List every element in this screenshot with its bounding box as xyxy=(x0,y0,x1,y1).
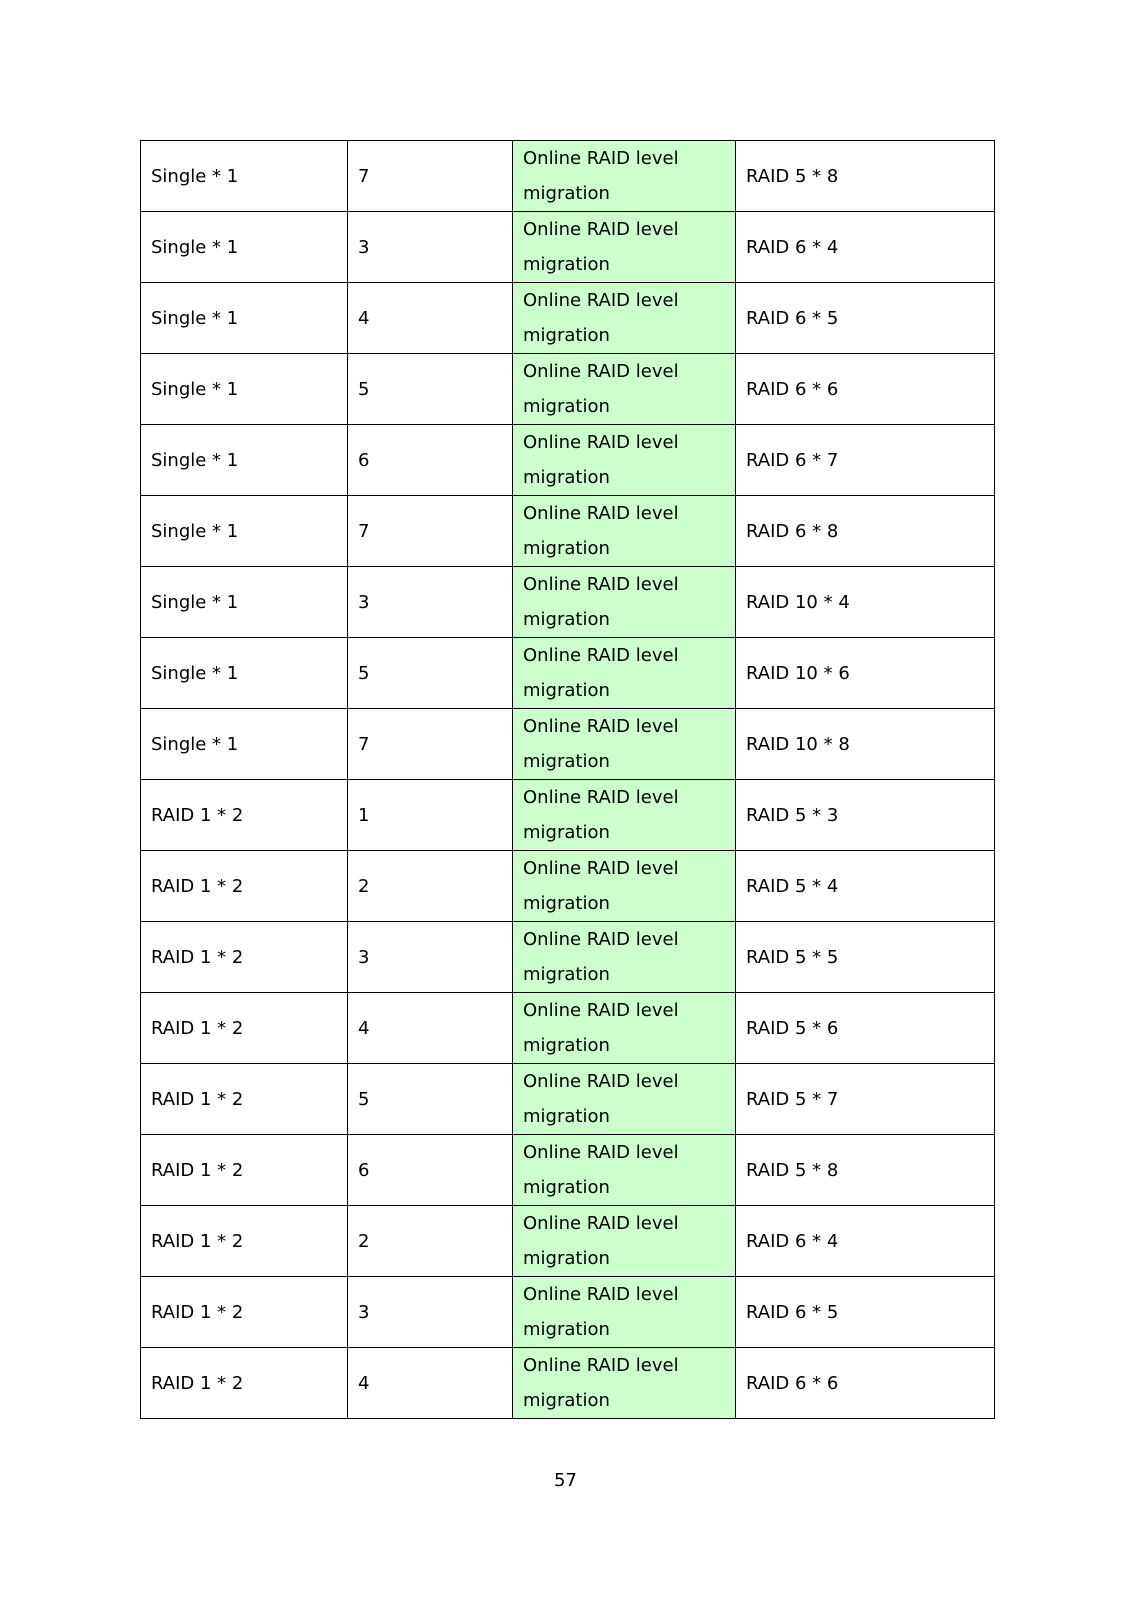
action-cell: Online RAID level migration xyxy=(513,1135,736,1206)
table-row xyxy=(141,1206,995,1277)
disks-added-cell: 6 xyxy=(348,1135,513,1206)
current-config-cell: RAID 1 * 2 xyxy=(141,922,348,993)
target-config-cell: RAID 6 * 4 xyxy=(736,1206,995,1277)
target-config-cell: RAID 5 * 5 xyxy=(736,922,995,993)
action-cell: Online RAID level migration xyxy=(513,851,736,922)
disks-added-cell: 5 xyxy=(348,1064,513,1135)
table-body xyxy=(141,141,995,1419)
target-config-cell: RAID 6 * 5 xyxy=(736,1277,995,1348)
disks-added-cell: 5 xyxy=(348,354,513,425)
disks-added-cell: 6 xyxy=(348,425,513,496)
current-config-cell: RAID 1 * 2 xyxy=(141,851,348,922)
current-config-cell: Single * 1 xyxy=(141,496,348,567)
target-config-cell: RAID 6 * 8 xyxy=(736,496,995,567)
current-config-cell: Single * 1 xyxy=(141,425,348,496)
action-cell: Online RAID level migration xyxy=(513,354,736,425)
disks-added-cell: 7 xyxy=(348,141,513,212)
target-config-cell: RAID 6 * 6 xyxy=(736,1348,995,1419)
target-config-cell: RAID 10 * 8 xyxy=(736,709,995,780)
target-config-cell: RAID 10 * 6 xyxy=(736,638,995,709)
current-config-cell: Single * 1 xyxy=(141,354,348,425)
current-config-cell: Single * 1 xyxy=(141,283,348,354)
disks-added-cell: 4 xyxy=(348,1348,513,1419)
action-cell: Online RAID level migration xyxy=(513,496,736,567)
current-config-cell: RAID 1 * 2 xyxy=(141,1348,348,1419)
action-cell: Online RAID level migration xyxy=(513,1064,736,1135)
action-cell: Online RAID level migration xyxy=(513,283,736,354)
target-config-cell: RAID 6 * 6 xyxy=(736,354,995,425)
action-cell: Online RAID level migration xyxy=(513,1206,736,1277)
table-row xyxy=(141,1064,995,1135)
target-config-cell: RAID 6 * 4 xyxy=(736,212,995,283)
current-config-cell: Single * 1 xyxy=(141,212,348,283)
table-row xyxy=(141,496,995,567)
target-config-cell: RAID 5 * 4 xyxy=(736,851,995,922)
current-config-cell: Single * 1 xyxy=(141,141,348,212)
current-config-cell: RAID 1 * 2 xyxy=(141,993,348,1064)
action-cell: Online RAID level migration xyxy=(513,212,736,283)
current-config-cell: Single * 1 xyxy=(141,567,348,638)
action-cell: Online RAID level migration xyxy=(513,709,736,780)
table-row xyxy=(141,425,995,496)
action-cell: Online RAID level migration xyxy=(513,425,736,496)
target-config-cell: RAID 5 * 6 xyxy=(736,993,995,1064)
target-config-cell: RAID 6 * 7 xyxy=(736,425,995,496)
disks-added-cell: 2 xyxy=(348,851,513,922)
action-cell: Online RAID level migration xyxy=(513,993,736,1064)
target-config-cell: RAID 6 * 5 xyxy=(736,283,995,354)
disks-added-cell: 4 xyxy=(348,283,513,354)
disks-added-cell: 7 xyxy=(348,709,513,780)
table-row xyxy=(141,709,995,780)
action-cell: Online RAID level migration xyxy=(513,638,736,709)
table-row xyxy=(141,1277,995,1348)
disks-added-cell: 3 xyxy=(348,212,513,283)
target-config-cell: RAID 5 * 3 xyxy=(736,780,995,851)
current-config-cell: RAID 1 * 2 xyxy=(141,1064,348,1135)
table-row xyxy=(141,1348,995,1419)
disks-added-cell: 2 xyxy=(348,1206,513,1277)
target-config-cell: RAID 10 * 4 xyxy=(736,567,995,638)
disks-added-cell: 7 xyxy=(348,496,513,567)
disks-added-cell: 3 xyxy=(348,1277,513,1348)
table-row xyxy=(141,567,995,638)
disks-added-cell: 5 xyxy=(348,638,513,709)
action-cell: Online RAID level migration xyxy=(513,141,736,212)
action-cell: Online RAID level migration xyxy=(513,780,736,851)
table-row xyxy=(141,283,995,354)
raid-migration-table xyxy=(140,140,995,1419)
page-number: 57 xyxy=(554,1470,577,1491)
action-cell: Online RAID level migration xyxy=(513,567,736,638)
target-config-cell: RAID 5 * 8 xyxy=(736,141,995,212)
table-row xyxy=(141,851,995,922)
current-config-cell: RAID 1 * 2 xyxy=(141,1277,348,1348)
current-config-cell: Single * 1 xyxy=(141,709,348,780)
disks-added-cell: 1 xyxy=(348,780,513,851)
table-row xyxy=(141,993,995,1064)
table-row xyxy=(141,141,995,212)
current-config-cell: RAID 1 * 2 xyxy=(141,1135,348,1206)
target-config-cell: RAID 5 * 8 xyxy=(736,1135,995,1206)
table-row xyxy=(141,212,995,283)
action-cell: Online RAID level migration xyxy=(513,1348,736,1419)
table-row xyxy=(141,638,995,709)
current-config-cell: Single * 1 xyxy=(141,638,348,709)
action-cell: Online RAID level migration xyxy=(513,1277,736,1348)
disks-added-cell: 3 xyxy=(348,567,513,638)
target-config-cell: RAID 5 * 7 xyxy=(736,1064,995,1135)
action-cell: Online RAID level migration xyxy=(513,922,736,993)
current-config-cell: RAID 1 * 2 xyxy=(141,1206,348,1277)
table-row xyxy=(141,780,995,851)
table-row xyxy=(141,1135,995,1206)
current-config-cell: RAID 1 * 2 xyxy=(141,780,348,851)
table-row xyxy=(141,354,995,425)
disks-added-cell: 3 xyxy=(348,922,513,993)
disks-added-cell: 4 xyxy=(348,993,513,1064)
table-row xyxy=(141,922,995,993)
